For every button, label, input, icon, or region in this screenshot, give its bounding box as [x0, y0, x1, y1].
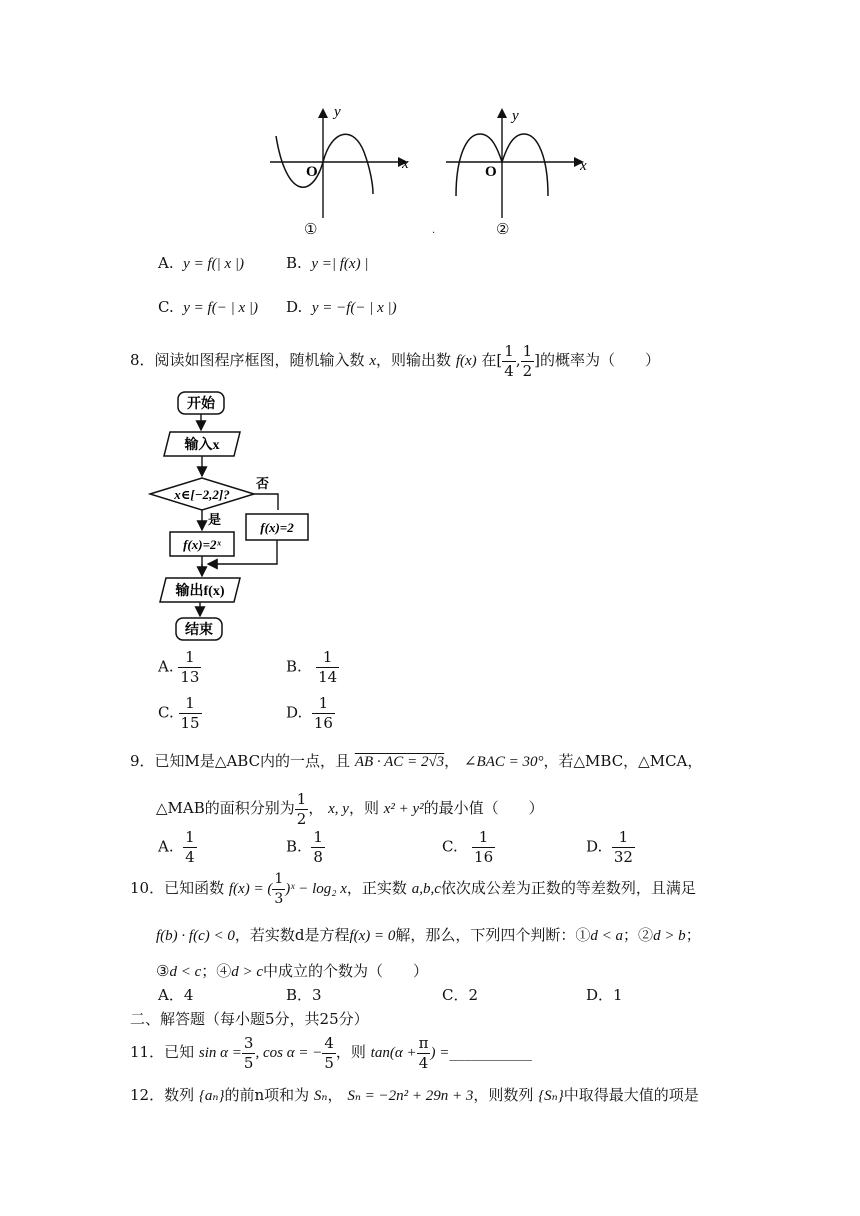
flow-yes-label: 是: [208, 512, 222, 527]
graph-2-x-label: x: [580, 158, 587, 174]
graph-1: [270, 104, 409, 218]
graph-2: [446, 108, 587, 218]
q9-option-a: A. $\frac{1}{4}$: [158, 828, 195, 866]
q10-option-a: A．4: [158, 986, 194, 1004]
graph-2-label: ②: [496, 220, 510, 238]
q8-option-c: C. $\frac{1}{15}$: [158, 694, 200, 732]
q11-answer-blank: ___________: [449, 1043, 532, 1061]
q8-frac-half: $\frac{1}{2}$: [522, 341, 533, 380]
q9-vector-expr: AB · AC = 2√3: [354, 754, 445, 770]
graph-2-origin: O: [485, 164, 497, 180]
q8-option-b: B. $\frac{1}{14}$: [286, 648, 338, 686]
flow-no-label: 否: [256, 476, 270, 491]
flow-yes-result: f(x)=2ˣ: [183, 537, 221, 552]
q7-option-d-expr: y = −f(− | x |): [311, 300, 397, 316]
q10-stem-line3: ③d < c；④d > c中成立的个数为（ ）: [156, 962, 429, 980]
flow-input: 输入x: [184, 438, 220, 453]
q7-option-c: C. y = f(− | x |): [158, 298, 258, 316]
graph-1-origin: O: [306, 164, 318, 180]
graph-2-y-label: y: [512, 108, 519, 124]
q11-stem: 11．已知 sin α = $\frac{3}{5}$ , cos α = − $\frac{4}{5}$ ，则 tan(α + $\frac{\pi}{4}$ ) =___________: [130, 1033, 532, 1072]
flow-no-result: f(x)=2: [260, 520, 294, 535]
q9-option-c: C. $\frac{1}{16}$: [442, 828, 494, 866]
q9-stem-line2: △MAB的面积分别为 $\frac{1}{2}$ ， x, y，则 x² + y²的最小值（ ）: [156, 789, 544, 828]
q7-option-c-expr: y = f(− | x |): [183, 300, 258, 316]
flow-decision: x∈[−2,2]?: [174, 487, 230, 502]
q12-stem: 12．数列 {aₙ}的前n项和为 Sₙ， Sₙ = −2n² + 29n + 3，则数列 {Sₙ}中取得最大值的项是: [130, 1086, 699, 1104]
q9-option-d: D. $\frac{1}{32}$: [586, 828, 633, 866]
q7-option-a: A. y = f(| x |): [158, 254, 244, 272]
section-2-heading: 二、解答题（每小题5分，共25分）: [130, 1010, 369, 1028]
q10-stem-line1: 10．已知函数 f(x) = ( $\frac{1}{3}$ )ˣ − log₂ x，正实数 a,b,c依次成公差为正数的等差数列，且满足: [130, 870, 696, 907]
graph-1-y-label: y: [334, 104, 341, 120]
q7-option-d: D. y = −f(− | x |): [286, 298, 397, 316]
q9-stem-line1: 9．已知M是△ABC内的一点，且 AB · AC = 2√3， ∠BAC = 30°，若△MBC，△MCA，: [130, 752, 703, 770]
q10-option-d: D．1: [586, 986, 623, 1004]
q10-option-b: B．3: [286, 986, 322, 1004]
graph-1-x-label: x: [402, 156, 409, 172]
q8-flowchart: [148, 388, 318, 648]
flow-output: 输出f(x): [175, 584, 225, 599]
flow-end: 结束: [185, 623, 213, 638]
q7-option-b-expr: y =| f(x) |: [311, 256, 369, 272]
q8-option-a: A. $\frac{1}{13}$: [158, 648, 200, 686]
q8-stem: 8．阅读如图程序框图，随机输入数 x，则输出数 f(x) 在[ $\frac{1}{4}$ , $\frac{1}{2}$ ]的概率为（ ）: [130, 341, 661, 380]
q10-option-c: C．2: [442, 986, 479, 1004]
q10-stem-line2: f(b) · f(c) < 0，若实数d是方程f(x) = 0解，那么，下列四个判断：①d < a；②d > b；: [156, 926, 701, 944]
q8-frac-quarter: $\frac{1}{4}$: [504, 341, 514, 380]
q9-option-b: B. $\frac{1}{8}$: [286, 828, 323, 866]
q7-option-b: B. y =| f(x) |: [286, 254, 369, 272]
q8-option-d: D. $\frac{1}{16}$: [286, 694, 333, 732]
q7-option-a-expr: y = f(| x |): [183, 256, 244, 272]
graph-1-label: ①: [304, 220, 318, 238]
flow-start: 开始: [187, 397, 215, 412]
graph-stray-dot: .: [432, 225, 436, 236]
